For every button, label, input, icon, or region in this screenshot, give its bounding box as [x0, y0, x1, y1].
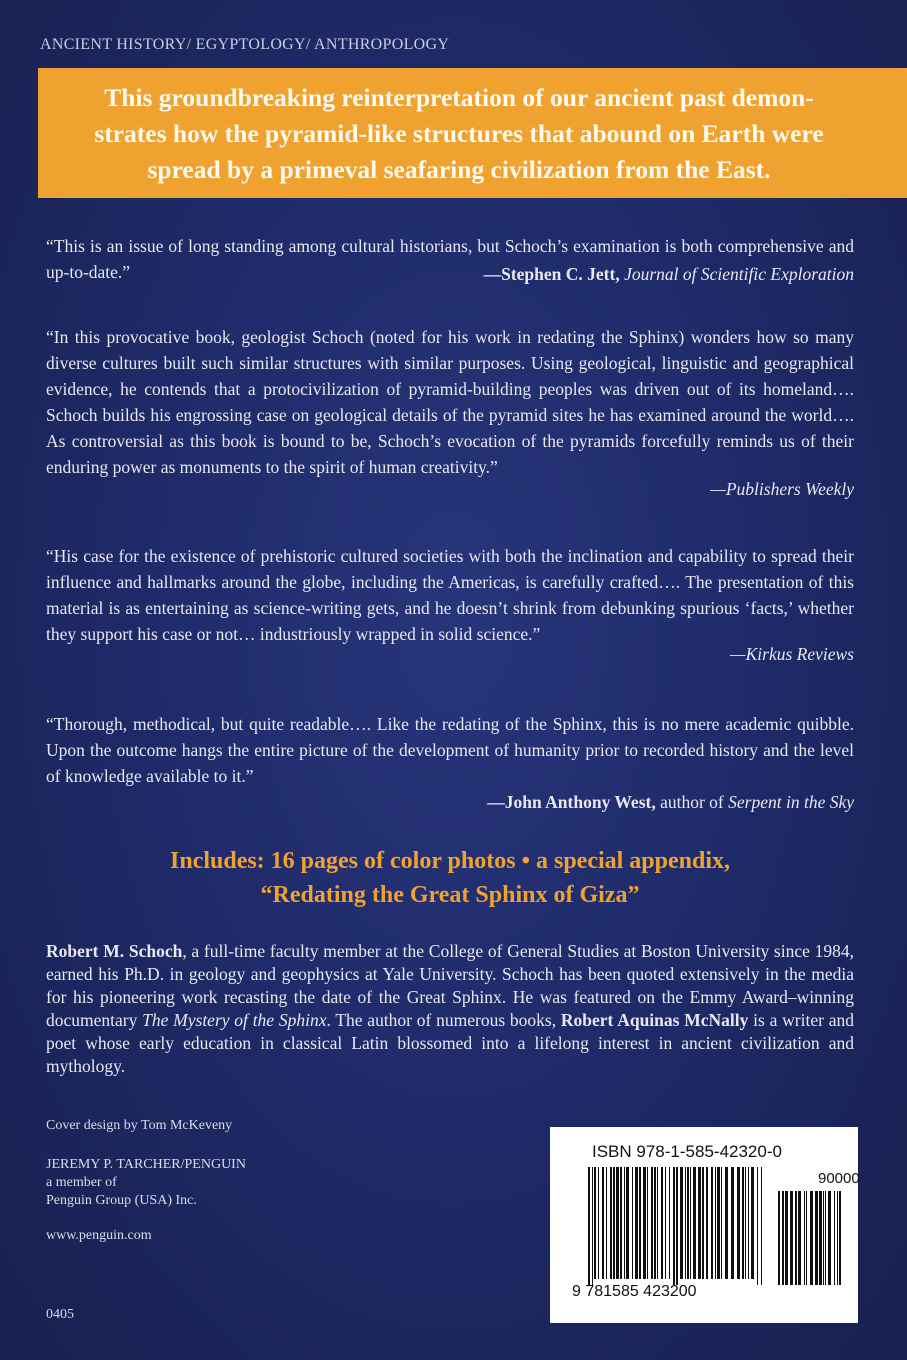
- author-bio: [46, 940, 854, 1078]
- publisher-block: [46, 1156, 246, 1210]
- barcode-bar: [598, 1167, 599, 1279]
- barcode-bar: [721, 1167, 722, 1279]
- barcode-bar: [639, 1167, 641, 1279]
- bio-text-2: . The author of numerous books,: [326, 1010, 561, 1030]
- barcode-bar: [748, 1167, 749, 1279]
- quote-text: “This is an issue of long standing among cultural historians, but Schoch’s examination is both comprehensive and up-to-date.”: [46, 236, 854, 282]
- barcode-addon-bar: [782, 1191, 784, 1285]
- headline-line-2: strates how the pyramid-like structures that abound on Earth were: [94, 119, 824, 148]
- barcode-bar: [588, 1167, 590, 1285]
- barcode-bar: [725, 1167, 728, 1279]
- attribution-source: —Publishers Weekly: [710, 479, 854, 499]
- barcode-addon-bar: [804, 1191, 805, 1285]
- publisher-website: www.penguin.com: [46, 1228, 152, 1243]
- barcode-bar: [673, 1167, 675, 1285]
- barcode-bar: [624, 1167, 625, 1279]
- barcode-bar: [706, 1167, 708, 1279]
- barcode-addon-bar: [778, 1191, 780, 1285]
- barcode-bar: [711, 1167, 713, 1279]
- barcode-bar: [610, 1167, 612, 1279]
- print-code: 0405: [46, 1307, 74, 1322]
- attribution-source: Serpent in the Sky: [728, 792, 854, 812]
- barcode-addon-bar: [834, 1191, 835, 1285]
- barcode-bar: [606, 1167, 607, 1279]
- attribution-name: —Stephen C. Jett,: [483, 264, 620, 284]
- barcode-bar: [643, 1167, 646, 1279]
- category-label: ANCIENT HISTORY/ EGYPTOLOGY/ ANTHROPOLOGY: [40, 36, 450, 53]
- barcode-bar: [620, 1167, 622, 1279]
- barcode-bar: [651, 1167, 653, 1279]
- barcode-bar: [635, 1167, 638, 1279]
- barcode-addon-bar: [790, 1191, 793, 1285]
- quote-text: “Thorough, methodical, but quite readable…. Like the redating of the Sphinx, this is no mere academic quibble. Upon the outcome hangs the entire picture of the development of humanity prior to recorded history and the level of knowledge available to it.”: [46, 714, 854, 786]
- barcode-bar: [680, 1167, 683, 1279]
- barcode-digits: 9 781585 423200: [572, 1283, 697, 1300]
- publisher-name: JEREMY P. TARCHER/PENGUIN: [46, 1157, 246, 1172]
- barcode-bar: [715, 1167, 716, 1279]
- barcode-addon-bar: [828, 1191, 831, 1285]
- barcode-bar: [685, 1167, 686, 1279]
- barcode-bar: [632, 1167, 633, 1279]
- barcode-bar: [717, 1167, 720, 1279]
- barcode-addon-bar: [837, 1191, 838, 1285]
- barcode-addon-bar: [823, 1191, 824, 1285]
- includes-line-2: “Redating the Great Sphinx of Giza”: [260, 882, 640, 908]
- quote-attribution: [46, 789, 854, 815]
- documentary-title: The Mystery of the Sphinx: [142, 1010, 327, 1030]
- barcode-bar: [654, 1167, 656, 1279]
- barcode-bar: [757, 1167, 758, 1285]
- publisher-member-line-1: a member of: [46, 1175, 117, 1190]
- author-name-1: Robert M. Schoch: [46, 941, 183, 961]
- barcode-bar: [742, 1167, 744, 1279]
- attribution-name: —John Anthony West,: [487, 792, 656, 812]
- barcode-bar: [698, 1167, 701, 1279]
- barcode-bar: [676, 1167, 678, 1285]
- quote-attribution: [46, 261, 854, 287]
- attribution-connector: author of: [655, 792, 729, 812]
- barcode-bar: [751, 1167, 754, 1279]
- includes-line-1: Includes: 16 pages of color photos • a special appendix,: [169, 848, 731, 874]
- headline-line-3: spread by a primeval seafaring civilization from the East.: [147, 155, 771, 184]
- cover-design-credit: Cover design by Tom McKeveny: [46, 1118, 233, 1133]
- barcode-bar: [669, 1167, 670, 1279]
- headline-banner: [38, 68, 907, 198]
- barcode-bar: [665, 1167, 666, 1279]
- barcode-addon-bar: [798, 1191, 801, 1285]
- price-code: 90000: [818, 1170, 860, 1187]
- barcode-bar: [613, 1167, 615, 1279]
- headline-line-1: This groundbreaking reinterpretation of our ancient past demon-: [104, 83, 814, 112]
- barcode-addon-bar: [795, 1191, 797, 1285]
- quote-text: “In this provocative book, geologist Schoch (noted for his work in redating the Sphinx) wonders how so many diverse cultures built such similar structures with similar purposes. Using geological, linguistic and geographical evidence, he contends that a protocivilization of pyramid-building peoples was driven out of its homeland…. Schoch builds his engrossing case on geological details of the pyramid sites he has examined around the world…. As controversial as this book is bound to be, Schoch’s evocation of the pyramids forcefully reminds us of their enduring power as monuments to the spirit of human creativity.”: [46, 327, 854, 477]
- barcode-addon-bar: [815, 1191, 818, 1285]
- barcode-bar: [602, 1167, 604, 1279]
- barcode-bar: [592, 1167, 593, 1285]
- barcode-bar: [687, 1167, 689, 1279]
- barcode-addon-bar: [825, 1191, 826, 1285]
- review-quote-1: [46, 233, 854, 287]
- barcode-addon-bar: [806, 1191, 807, 1285]
- barcode-addon-bar: [785, 1191, 788, 1285]
- attribution-source: —Kirkus Reviews: [730, 644, 854, 664]
- review-quote-3: [46, 543, 854, 667]
- barcode-bar: [626, 1167, 629, 1279]
- barcode-addon-bar: [839, 1191, 841, 1285]
- barcode-bar: [702, 1167, 704, 1279]
- attribution-source: Journal of Scientific Exploration: [624, 264, 854, 284]
- barcode-bar: [616, 1167, 619, 1279]
- review-quote-2: [46, 324, 854, 502]
- isbn-number: ISBN 978-1-585-42320-0: [592, 1142, 782, 1161]
- bio-text-1: , a full-time faculty member at the College of General Studies at Boston University since 1984, earned his Ph.D. in geology and geophysics at Yale University. Schoch has been quoted extensively in the media for his pioneering work recasting the date of the Great Sphinx. He was featured on the Emmy Award–winning documentary: [46, 941, 854, 1030]
- barcode-bar: [693, 1167, 696, 1279]
- bio-text-3: is a writer and poet whose early education in classical Latin blossomed into a lifelong interest in ancient civilization and mythology.: [46, 1010, 854, 1076]
- includes-callout: [46, 844, 854, 912]
- barcode-bar: [647, 1167, 648, 1279]
- barcode-bar: [657, 1167, 658, 1279]
- review-quote-4: [46, 711, 854, 815]
- quote-text: “His case for the existence of prehistoric cultured societies with both the inclination and capability to spread their influence and hallmarks around the globe, including the Americas, is carefully crafted…. The presentation of this material is as entertaining as science-writing gets, and he doesn’t shrink from debunking spurious ‘facts,’ whether they support his case or not… industriously wrapped in solid science.”: [46, 546, 854, 644]
- barcode-bar: [661, 1167, 663, 1279]
- publisher-member-line-2: Penguin Group (USA) Inc.: [46, 1193, 197, 1208]
- barcode-bar: [690, 1167, 691, 1279]
- author-name-2: Robert Aquinas McNally: [560, 1010, 749, 1030]
- headline-text: [38, 80, 880, 188]
- barcode-bar: [737, 1167, 740, 1279]
- barcode-bar: [594, 1167, 596, 1279]
- barcode-addon-bar: [819, 1191, 822, 1285]
- barcode-bar: [745, 1167, 746, 1279]
- barcode-bar: [731, 1167, 734, 1279]
- barcode-addon-bar: [810, 1191, 813, 1285]
- barcode-bar: [761, 1167, 762, 1285]
